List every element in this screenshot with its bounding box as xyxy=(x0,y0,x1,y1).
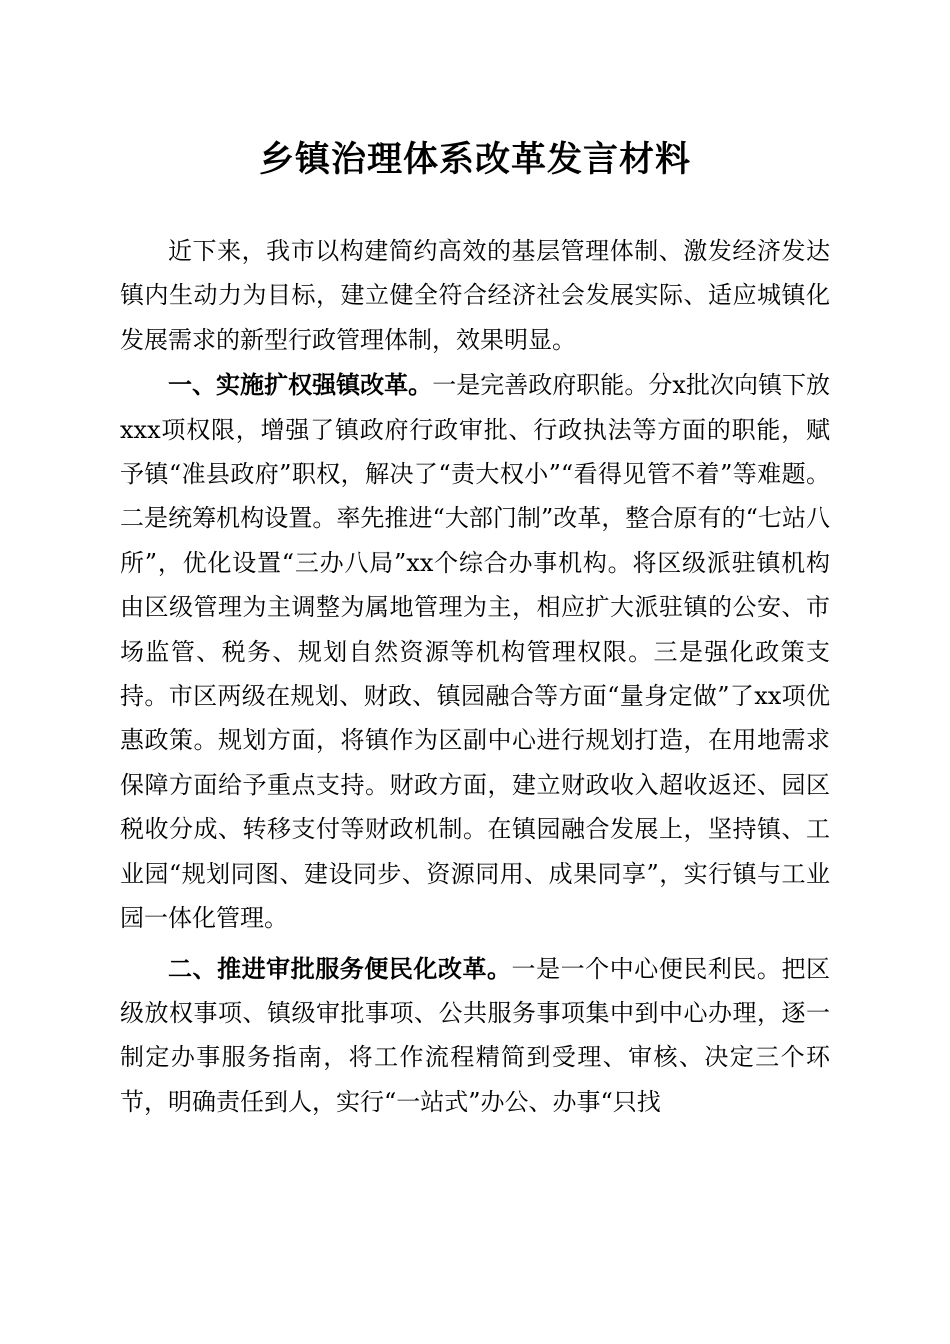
section-2-paragraph xyxy=(120,947,830,1125)
page-title: 乡镇治理体系改革发言材料 xyxy=(258,139,691,180)
paragraph-text: 一是完善政府职能。分x批次向镇下放xxx项权限，增强了镇政府行政审批、行政执法等方面的职能，赋予镇“准县政府”职权，解决了“责大权小”“看得见管不着”等难题。二是统筹机构设置。率先推进“大部门制”改革，整合原有的“七站八所”，优化设置“三办八局”xx个综合办事机构。将区级派驻镇机构由区级管理为主调整为属地管理为主，相应扩大派驻镇的公安、市场监管、税务、规划自然资源等机构管理权限。三是强化政策支持。市区两级在规划、财政、镇园融合等方面“量身定做”了xx项优惠政策。规划方面，将镇作为区副中心进行规划打造，在用地需求保障方面给予重点支持。财政方面，建立财政收入超收返还、园区税收分成、转移支付等财政机制。在镇园融合发展上，坚持镇、工业园“规划同图、建设同步、资源同用、成果同享”，实行镇与工业园一体化管理。 xyxy=(120,371,830,933)
paragraph-text: 近下来，我市以构建简约高效的基层管理体制、激发经济发达镇内生动力为目标，建立健全符合经济社会发展实际、适应城镇化发展需求的新型行政管理体制，效果明显。 xyxy=(120,237,830,354)
document-body xyxy=(120,229,830,1124)
section-heading: 二、推进审批服务便民化改革。 xyxy=(168,953,512,983)
paragraph-text: 一是一个中心便民利民。把区级放权事项、镇级审批事项、公共服务事项集中到中心办理，逐一制定办事服务指南，将工作流程精简到受理、审核、决定三个环节，明确责任到人，实行“一站式”办公、办事“只找 xyxy=(120,954,831,1116)
section-1-paragraph xyxy=(120,363,830,940)
section-heading: 一、实施扩权强镇改革。 xyxy=(168,370,433,400)
intro-paragraph xyxy=(120,229,830,362)
